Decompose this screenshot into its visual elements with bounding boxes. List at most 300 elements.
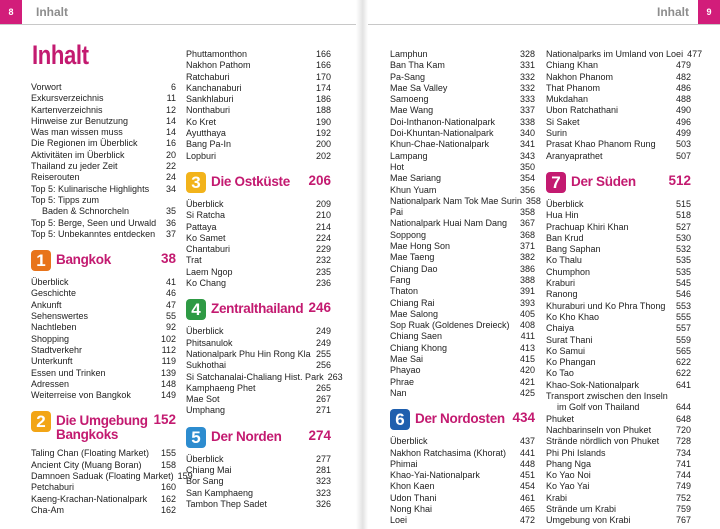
toc-entry-page: 405 bbox=[519, 308, 535, 319]
toc-entry-label: Chiang Mai bbox=[186, 465, 232, 476]
toc-entry-page: 323 bbox=[315, 487, 331, 498]
toc-entry-page: 720 bbox=[675, 424, 691, 435]
toc-entry-label: im Golf von Thailand bbox=[557, 402, 640, 413]
section-page: 434 bbox=[512, 410, 535, 426]
toc-entry-label: Phrae bbox=[390, 376, 415, 387]
toc-entry-page: 503 bbox=[675, 139, 691, 150]
toc-entry-label: Chiang Khong bbox=[390, 342, 448, 353]
toc-entry bbox=[31, 138, 176, 149]
page-title: Inhalt bbox=[32, 40, 89, 70]
toc-entry-page: 759 bbox=[675, 503, 691, 514]
toc-entry-page: 236 bbox=[315, 278, 331, 289]
toc-entry-label: Samoeng bbox=[390, 94, 429, 105]
toc-entry-page: 35 bbox=[165, 206, 176, 217]
toc-entry bbox=[31, 206, 176, 217]
toc-entry bbox=[390, 286, 535, 297]
toc-entry-page: 488 bbox=[675, 94, 691, 105]
toc-entry-page: 92 bbox=[165, 322, 176, 333]
nordosten-continued-list bbox=[546, 49, 703, 162]
toc-entry bbox=[390, 94, 535, 105]
toc-entry-label: Ayutthaya bbox=[186, 128, 226, 139]
toc-entry bbox=[546, 335, 691, 346]
toc-entry-page: 255 bbox=[315, 348, 331, 359]
toc-entry-label: Phuttamonthon bbox=[186, 49, 248, 59]
toc-entry bbox=[546, 425, 691, 436]
toc-entry-page: 55 bbox=[165, 311, 176, 322]
toc-entry-label: Mae Sai bbox=[390, 354, 424, 365]
toc-entry bbox=[31, 184, 176, 195]
toc-entry-page: 214 bbox=[315, 221, 331, 232]
toc-entry-page: 160 bbox=[160, 482, 176, 493]
toc-entry-label: Phayao bbox=[390, 365, 421, 376]
toc-entry bbox=[546, 117, 691, 128]
toc-entry bbox=[546, 368, 691, 379]
toc-entry-label: Bor Sang bbox=[186, 476, 224, 487]
toc-entry-page: 11 bbox=[166, 93, 176, 104]
toc-entry-page: 47 bbox=[165, 299, 176, 310]
toc-entry bbox=[546, 436, 691, 447]
toc-entry-page: 158 bbox=[160, 459, 176, 470]
section-umgebung-bangkoks bbox=[31, 411, 193, 516]
toc-entry bbox=[390, 60, 535, 71]
toc-entry-label: Nakhon Phanom bbox=[546, 71, 614, 82]
toc-entry bbox=[546, 94, 691, 105]
toc-entry-label: Soppong bbox=[390, 229, 427, 240]
section-page: 206 bbox=[308, 172, 331, 188]
toc-entry-page: 490 bbox=[675, 105, 691, 116]
section-page: 512 bbox=[668, 172, 691, 188]
toc-entry bbox=[31, 390, 176, 401]
toc-entry-page: 6 bbox=[170, 82, 176, 92]
toc-entry-page: 265 bbox=[315, 382, 331, 393]
toc-entry bbox=[186, 210, 331, 221]
toc-entry bbox=[390, 241, 535, 252]
section-page: 246 bbox=[308, 300, 331, 316]
toc-entry-label: Nakhon Ratchasima (Khorat) bbox=[390, 447, 507, 458]
toc-entry bbox=[390, 139, 535, 150]
toc-entry-page: 527 bbox=[675, 221, 691, 232]
toc-entry-page: 749 bbox=[675, 481, 691, 492]
toc-entry-page: 482 bbox=[675, 71, 691, 82]
toc-entry-label: Nationalpark Phu Hin Rong Kla bbox=[186, 348, 311, 359]
toc-entry-label: Trat bbox=[186, 255, 202, 266]
section-norden bbox=[186, 427, 331, 510]
toc-entry-page: 162 bbox=[160, 504, 176, 515]
toc-entry-page: 454 bbox=[519, 481, 535, 492]
toc-entry-label: Krabi bbox=[546, 492, 568, 503]
toc-entry bbox=[546, 448, 691, 459]
toc-entry-label: Damnoen Saduak (Floating Market) bbox=[31, 471, 174, 482]
toc-entry-label: Mae Wang bbox=[390, 105, 434, 116]
toc-entry bbox=[546, 49, 703, 60]
toc-entry bbox=[390, 230, 535, 241]
toc-entry-page: 277 bbox=[315, 453, 331, 464]
toc-entry-label: Prasat Khao Phanom Rung bbox=[546, 139, 656, 150]
toc-entry-label: Aktivitäten im Überblick bbox=[31, 149, 125, 160]
toc-entry bbox=[31, 482, 176, 493]
toc-entry-page: 437 bbox=[519, 436, 535, 447]
toc-entry-page: 170 bbox=[315, 71, 331, 82]
toc-entry-label: Kamphaeng Phet bbox=[186, 382, 256, 393]
toc-entry-label: Chantaburi bbox=[186, 244, 231, 255]
toc-entry-page: 16 bbox=[165, 138, 176, 149]
toc-entry-label: Ubon Ratchathani bbox=[546, 105, 619, 116]
section-zentralthailand bbox=[186, 299, 343, 416]
toc-entry-label: Überblick bbox=[31, 277, 69, 288]
toc-entry bbox=[31, 379, 176, 390]
toc-entry-label: Tambon Thep Sadet bbox=[186, 498, 267, 509]
toc-entry-label: San Kamphaeng bbox=[186, 487, 254, 498]
toc-entry-page: 202 bbox=[315, 150, 331, 161]
toc-entry-page: 148 bbox=[160, 378, 176, 389]
toc-entry bbox=[186, 326, 331, 337]
toc-entry bbox=[31, 172, 176, 183]
toc-entry-label: Loei bbox=[390, 515, 408, 526]
toc-entry bbox=[546, 312, 691, 323]
section-heading bbox=[546, 172, 691, 193]
toc-entry-page: 451 bbox=[519, 470, 535, 481]
toc-entry bbox=[390, 493, 535, 504]
toc-entry bbox=[186, 49, 331, 60]
toc-entry bbox=[546, 346, 691, 357]
toc-entry-page: 210 bbox=[315, 210, 331, 221]
toc-entry bbox=[186, 83, 331, 94]
toc-entry-label: Überblick bbox=[546, 198, 584, 209]
toc-entry-page: 139 bbox=[160, 367, 176, 378]
toc-entry-page: 112 bbox=[161, 344, 176, 355]
toc-entry bbox=[390, 117, 535, 128]
toc-entry bbox=[186, 476, 331, 487]
toc-entry-label: Reiserouten bbox=[31, 172, 80, 183]
section-heading bbox=[31, 250, 176, 271]
toc-column-3 bbox=[390, 49, 541, 527]
toc-entry bbox=[546, 255, 691, 266]
toc-entry-page: 441 bbox=[519, 447, 535, 458]
toc-entry-label: Nong Khai bbox=[390, 503, 433, 514]
toc-entry-page: 421 bbox=[519, 376, 535, 387]
toc-entry bbox=[390, 365, 535, 376]
toc-column-1 bbox=[31, 82, 193, 516]
toc-entry-label: Pai bbox=[390, 207, 404, 218]
toc-entry-label: Strände nördlich von Phuket bbox=[546, 436, 660, 447]
toc-entry bbox=[186, 383, 331, 394]
toc-entry bbox=[186, 267, 331, 278]
toc-entry bbox=[31, 127, 176, 138]
toc-entry bbox=[31, 116, 176, 127]
toc-entry-page: 162 bbox=[160, 493, 176, 504]
section-number-badge: 6 bbox=[390, 409, 410, 430]
toc-entry bbox=[390, 470, 535, 481]
toc-entry-page: 249 bbox=[315, 326, 331, 337]
section-number-badge: 5 bbox=[186, 427, 206, 448]
toc-entry bbox=[390, 105, 535, 116]
toc-entry-page: 159 bbox=[177, 471, 193, 482]
toc-entry-label: Udon Thani bbox=[390, 492, 437, 503]
toc-entry-page: 224 bbox=[315, 232, 331, 243]
toc-entry-page: 391 bbox=[519, 286, 535, 297]
toc-entry bbox=[186, 94, 331, 105]
section-name: Der Norden bbox=[211, 428, 282, 444]
toc-entry-label: Überblick bbox=[186, 198, 224, 209]
toc-entry-page: 358 bbox=[519, 207, 535, 218]
toc-entry bbox=[390, 83, 535, 94]
toc-entry bbox=[546, 278, 691, 289]
toc-entry-page: 356 bbox=[519, 184, 535, 195]
toc-entry-label: Ko Kho Khao bbox=[546, 311, 600, 322]
toc-entry-page: 354 bbox=[519, 173, 535, 184]
page-number-left: 8 bbox=[0, 0, 22, 24]
toc-entry bbox=[186, 488, 331, 499]
section-heading bbox=[186, 427, 331, 448]
section-page: 152 bbox=[153, 412, 176, 428]
toc-entry-label: Si Ratcha bbox=[186, 210, 226, 221]
toc-entry-page: 229 bbox=[315, 244, 331, 255]
section-ostkueste bbox=[186, 172, 331, 289]
toc-entry-page: 263 bbox=[327, 371, 343, 382]
toc-entry-label: Unterkunft bbox=[31, 356, 73, 367]
toc-entry bbox=[546, 391, 691, 402]
toc-entry bbox=[186, 371, 343, 383]
toc-entry bbox=[546, 301, 691, 312]
page-number-right: 9 bbox=[698, 0, 720, 24]
toc-entry-label: Ko Yao Noi bbox=[546, 470, 591, 481]
toc-entry-label: Nationalpark Nam Tok Mae Surin bbox=[390, 195, 522, 206]
toc-column-4 bbox=[546, 49, 703, 527]
toc-entry bbox=[186, 244, 331, 255]
toc-entry-label: Surin bbox=[546, 128, 568, 139]
toc-entry bbox=[390, 298, 535, 309]
toc-entry bbox=[546, 267, 691, 278]
toc-entry bbox=[186, 60, 331, 71]
toc-entry-label: Sop Ruak (Goldenes Dreieck) bbox=[390, 320, 510, 331]
toc-entry bbox=[186, 349, 331, 360]
toc-entry-label: Cha-Am bbox=[31, 504, 65, 515]
toc-entry-label: Sukhothai bbox=[186, 360, 227, 371]
toc-entry bbox=[546, 289, 691, 300]
toc-entry bbox=[31, 471, 193, 482]
toc-entry-label: Nachtleben bbox=[31, 322, 77, 333]
toc-entry-page: 338 bbox=[519, 116, 535, 127]
toc-entry-label: Ko Yao Yai bbox=[546, 481, 590, 492]
toc-entry-page: 36 bbox=[165, 217, 176, 228]
toc-entry-page: 408 bbox=[519, 320, 535, 331]
toc-entry-page: 149 bbox=[160, 390, 176, 401]
toc-entry-label: Khao-Yai-Nationalpark bbox=[390, 470, 480, 481]
toc-entry-label: Ko Tao bbox=[546, 368, 574, 379]
toc-entry-label: Thailand zu jeder Zeit bbox=[31, 161, 118, 172]
section-name: Die Umgebung Bangkoks bbox=[56, 413, 148, 443]
toc-entry-page: 192 bbox=[315, 128, 331, 139]
toc-entry-label: Exkursverzeichnis bbox=[31, 93, 104, 104]
toc-entry bbox=[186, 72, 331, 83]
toc-entry bbox=[390, 173, 535, 184]
toc-entry bbox=[390, 309, 535, 320]
toc-entry bbox=[31, 334, 176, 345]
toc-entry-page: 331 bbox=[519, 60, 535, 71]
toc-entry-label: Chiang Saen bbox=[390, 331, 443, 342]
toc-entry-page: 186 bbox=[315, 94, 331, 105]
toc-entry-label: Nationalparks im Umland von Loei bbox=[546, 49, 684, 59]
toc-entry-page: 209 bbox=[315, 198, 331, 209]
toc-entry-label: Sankhlaburi bbox=[186, 94, 234, 105]
toc-entry-label: Umgebung von Krabi bbox=[546, 515, 631, 526]
toc-entry bbox=[31, 288, 176, 299]
toc-entry bbox=[31, 161, 176, 172]
toc-entry bbox=[390, 515, 535, 526]
toc-entry-page: 323 bbox=[315, 476, 331, 487]
toc-entry-page: 281 bbox=[315, 465, 331, 476]
toc-entry-page: 41 bbox=[165, 277, 176, 288]
toc-entry-page: 425 bbox=[519, 387, 535, 398]
toc-entry bbox=[186, 199, 331, 210]
section-name: Bangkok bbox=[56, 252, 111, 268]
toc-entry-page: 332 bbox=[519, 82, 535, 93]
toc-entry-page: 14 bbox=[165, 115, 176, 126]
toc-entry-label: Überblick bbox=[186, 453, 224, 464]
toc-entry-label: Lamphun bbox=[390, 49, 428, 59]
toc-entry bbox=[546, 414, 691, 425]
toc-entry bbox=[31, 460, 176, 471]
toc-entry-page: 559 bbox=[675, 334, 691, 345]
section-number-badge: 2 bbox=[31, 411, 51, 432]
section-name: Zentralthailand bbox=[211, 301, 304, 317]
toc-entry-label: Mae Salong bbox=[390, 308, 439, 319]
toc-entry bbox=[186, 105, 331, 116]
toc-entry bbox=[390, 377, 535, 388]
toc-entry bbox=[186, 394, 331, 405]
toc-entry-label: Mae Sa Valley bbox=[390, 82, 448, 93]
toc-entry-label: Mae Sariang bbox=[390, 173, 442, 184]
toc-entry-page: 479 bbox=[675, 60, 691, 71]
toc-entry-label: Ko Chang bbox=[186, 278, 227, 289]
toc-entry-page: 350 bbox=[519, 161, 535, 172]
toc-entry-page: 741 bbox=[675, 458, 691, 469]
toc-entry-label: Top 5: Kulinarische Highlights bbox=[31, 183, 150, 194]
toc-entry-page: 24 bbox=[165, 172, 176, 183]
toc-entry bbox=[186, 151, 331, 162]
toc-entry-label: Khun-Chae-Nationalpark bbox=[390, 139, 490, 150]
toc-entry-page: 190 bbox=[315, 116, 331, 127]
toc-entry-page: 368 bbox=[519, 229, 535, 240]
toc-entry bbox=[546, 515, 691, 526]
toc-entry bbox=[546, 380, 691, 391]
section-heading bbox=[186, 172, 331, 193]
toc-entry-page bbox=[687, 391, 691, 402]
toc-entry-page: 546 bbox=[675, 289, 691, 300]
section-name: Die Ostküste bbox=[211, 173, 290, 189]
toc-entry-label: Top 5: Tipps zum bbox=[31, 194, 100, 205]
toc-entry-page: 271 bbox=[315, 405, 331, 416]
toc-entry-label: Mae Taeng bbox=[390, 252, 435, 263]
toc-entry bbox=[390, 162, 535, 173]
toc-entry bbox=[546, 105, 691, 116]
norden-continued-list bbox=[390, 49, 541, 399]
toc-entry-page: 545 bbox=[675, 278, 691, 289]
toc-entry-page: 734 bbox=[675, 447, 691, 458]
toc-entry bbox=[390, 218, 535, 229]
toc-entry bbox=[546, 402, 691, 413]
toc-entry-label: Doi-Khuntan-Nationalpark bbox=[390, 128, 494, 139]
toc-entry bbox=[186, 499, 331, 510]
toc-entry-page: 371 bbox=[519, 241, 535, 252]
toc-entry-label: Ban Tha Kam bbox=[390, 60, 445, 71]
toc-entry-label: Top 5: Unbekanntes entdecken bbox=[31, 228, 156, 239]
toc-entry-label: Top 5: Berge, Seen und Urwald bbox=[31, 217, 157, 228]
toc-entry bbox=[186, 255, 331, 266]
toc-entry-label: Thaton bbox=[390, 286, 419, 297]
toc-entry-label: Phuket bbox=[546, 413, 575, 424]
toc-entry-label: Hua Hin bbox=[546, 210, 579, 221]
toc-entry-page: 249 bbox=[315, 337, 331, 348]
toc-entry bbox=[390, 275, 535, 286]
toc-entry-page: 420 bbox=[519, 365, 535, 376]
toc-entry-page: 200 bbox=[315, 139, 331, 150]
toc-entry-page: 448 bbox=[519, 458, 535, 469]
toc-entry-label: Ancient City (Muang Boran) bbox=[31, 459, 142, 470]
toc-entry-page: 644 bbox=[675, 402, 691, 413]
toc-entry-label: Mukdahan bbox=[546, 94, 589, 105]
toc-entry bbox=[390, 388, 535, 399]
toc-entry bbox=[390, 343, 535, 354]
toc-entry bbox=[546, 72, 691, 83]
toc-entry-label: Surat Thani bbox=[546, 334, 593, 345]
toc-entry bbox=[546, 139, 691, 150]
toc-entry bbox=[546, 470, 691, 481]
toc-entry bbox=[390, 481, 535, 492]
toc-entry bbox=[546, 210, 691, 221]
toc-entry-label: Ratchaburi bbox=[186, 71, 230, 82]
toc-entry bbox=[546, 151, 691, 162]
section-heading bbox=[390, 409, 535, 430]
toc-entry-page: 341 bbox=[519, 139, 535, 150]
toc-entry-label: Taling Chan (Floating Market) bbox=[31, 448, 150, 459]
toc-entry bbox=[186, 454, 331, 465]
toc-entry-label: Ranong bbox=[546, 289, 578, 300]
toc-entry-page: 622 bbox=[675, 368, 691, 379]
toc-entry-label: Prachuap Khiri Khan bbox=[546, 221, 629, 232]
toc-entry bbox=[31, 150, 176, 161]
toc-entry bbox=[390, 354, 535, 365]
toc-entry-page: 557 bbox=[675, 323, 691, 334]
toc-entry-label: Was man wissen muss bbox=[31, 127, 123, 138]
toc-entry bbox=[31, 311, 176, 322]
section-page: 38 bbox=[160, 251, 176, 267]
toc-entry-page: 343 bbox=[519, 150, 535, 161]
toc-entry-page: 34 bbox=[165, 183, 176, 194]
toc-entry-label: Ban Krud bbox=[546, 232, 584, 243]
toc-entry-label: That Phanom bbox=[546, 82, 601, 93]
toc-entry-page: 367 bbox=[519, 218, 535, 229]
toc-entry-label: Sehenswertes bbox=[31, 311, 89, 322]
section-number-badge: 4 bbox=[186, 299, 206, 320]
toc-entry bbox=[390, 264, 535, 275]
toc-entry bbox=[546, 244, 691, 255]
toc-entry bbox=[186, 128, 331, 139]
toc-entry-page: 337 bbox=[519, 105, 535, 116]
toc-entry-page: 37 bbox=[165, 228, 176, 239]
section-name: Der Süden bbox=[571, 173, 636, 189]
toc-entry-page: 496 bbox=[675, 116, 691, 127]
toc-entry-page: 188 bbox=[315, 105, 331, 116]
toc-entry bbox=[390, 448, 535, 459]
toc-entry-label: Pa-Sang bbox=[390, 71, 426, 82]
section-heading bbox=[31, 411, 176, 442]
toc-entry-label: Kraburi bbox=[546, 278, 576, 289]
toc-entry bbox=[390, 195, 541, 207]
toc-entry-page: 641 bbox=[675, 379, 691, 390]
toc-entry-label: Geschichte bbox=[31, 288, 77, 299]
toc-entry-page: 358 bbox=[525, 195, 541, 206]
